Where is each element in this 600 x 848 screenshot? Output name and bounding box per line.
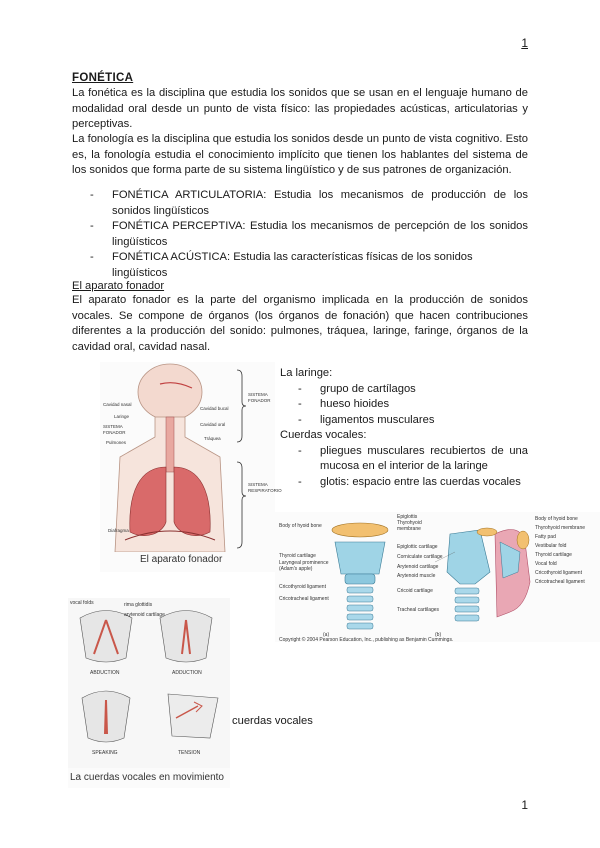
label-cricotracheal-ligament-right: Cricotracheal ligament	[535, 579, 585, 585]
list-item	[90, 188, 528, 219]
section-title-fonetica: FONÉTICA	[72, 72, 134, 84]
figure-footer: Copyright © 2004 Pearson Education, Inc., publishing as Benjamin Cummings.	[279, 637, 454, 643]
label-sistema-respiratorio: SISTEMA RESPIRATORIO	[248, 482, 282, 493]
label-epiglottis: Epiglottis	[397, 514, 418, 520]
label-epiglottic-cartilage: Epiglottic cartilage	[397, 544, 438, 550]
label-tracheal-cartilages: Tracheal cartilages	[397, 607, 440, 613]
page-number-top: 1	[521, 36, 528, 50]
label-panel-a: (a)	[323, 632, 330, 638]
label-fatty-pad: Fatty pad	[535, 534, 556, 540]
bullet-dash: -	[90, 189, 94, 201]
label-thyrohyoid-membrane: Thyrohyoid membrane	[397, 520, 422, 532]
panel-adduction: ADDUCTION	[172, 670, 202, 676]
aparato-fonador-illustration	[100, 362, 282, 552]
label-vocal-fold: Vocal fold	[535, 561, 557, 567]
paragraph-aparato: El aparato fonador es la parte del organismo implicada en la producción de sonidos vocales. Se compone de órganos (los órganos de fonación) que hacen contribuciones diferentes a la producción del sonido: pulmones, tráquea, laringe, faringe, órganos de la cavidad oral, cavidad nasal.	[72, 294, 528, 353]
paragraph-fonetica: La fonética es la disciplina que estudia los sonidos que se usan en el lenguaje humano de modalidad oral desde un punto de vista físico: las propiedades acústicas, articulatorias y perceptivas.	[72, 87, 528, 130]
bullet-dash: -	[90, 220, 94, 232]
bullet-dash: -	[298, 475, 302, 488]
list-item	[280, 413, 528, 429]
label-cuerdas-vocales: cuerdas vocales	[232, 715, 313, 727]
label-body-hyoid: Body of hyoid bone	[279, 523, 322, 529]
list-item	[280, 475, 528, 491]
bullet-dash: -	[298, 413, 302, 426]
vocal-folds-illustration	[68, 598, 230, 768]
label-cricothyroid-ligament-right: Cricothyroid ligament	[535, 570, 582, 576]
bullet-dash: -	[298, 398, 302, 410]
label-sistema-fonador-right: SISTEMA FONADOR	[248, 392, 271, 403]
label-cavidad-bucal: Cavidad bucal	[200, 406, 229, 411]
label-cricotracheal-ligament: Cricotracheal ligament	[279, 596, 329, 602]
label-cricoid-cartilage: Cricoid cartilage	[397, 588, 433, 594]
figure-cuerdas-vocales	[68, 598, 230, 788]
section-title-aparato: El aparato fonador	[72, 280, 165, 292]
list-item-text: hueso hioides	[320, 398, 390, 410]
panel-abduction: ABDUCTION	[90, 670, 120, 676]
branches-list	[90, 188, 528, 281]
label-laringe: Laringe	[114, 414, 130, 419]
label-arytenoid-cartilage: Arytenoid cartilage	[397, 564, 439, 570]
label-cavidad-nasal: Cavidad nasal	[103, 402, 132, 407]
label-cricothyroid-ligament: Cricothyroid ligament	[279, 584, 326, 590]
figure-aparato-fonador	[100, 362, 282, 572]
bullet-dash: -	[298, 444, 302, 457]
label-vestibular-fold: Vestibular fold	[535, 543, 567, 549]
label-cavidad-oral: Cavidad oral	[200, 422, 226, 427]
list-item-text: FONÉTICA ARTICULATORIA: Estudia los mecanismos de producción de los sonidos lingüísticos	[112, 189, 528, 217]
label-laryngeal-prominence: Laryngeal prominence (Adam's apple)	[279, 560, 329, 572]
list-item-text: glotis: espacio entre las cuerdas vocales	[320, 475, 521, 488]
label-diafragma: Diafragma	[108, 528, 129, 533]
label-thyrohyoid-membrane-right: Thyrohyoid membrane	[535, 525, 586, 531]
label-sistema-fonador: SISTEMA FONADOR	[103, 424, 126, 435]
cuerdas-title: Cuerdas vocales:	[280, 429, 367, 441]
list-item-text: FONÉTICA PERCEPTIVA: Estudia los mecanismos de percepción de los sonidos lingüísticos	[112, 220, 528, 248]
label-arytenoid: arytenoid cartilage	[124, 612, 165, 618]
label-pulmones: Pulmones	[106, 440, 127, 445]
label-traquea: Tráquea	[204, 436, 221, 441]
list-item	[90, 250, 528, 281]
label-thyroid-cartilage: Thyroid cartilage	[279, 553, 316, 559]
figure-larynx-anatomy	[275, 512, 600, 642]
label-vocal-folds: vocal folds	[70, 600, 94, 606]
list-item-text: grupo de cartílagos	[320, 382, 416, 395]
list-item-text: pliegues musculares recubiertos de una mucosa en el interior de la laringe	[320, 444, 528, 472]
list-item	[280, 382, 528, 398]
list-item-text: FONÉTICA ACÚSTICA: Estudia las características físicas de los sonidos lingüísticos	[112, 251, 473, 279]
page-number-bottom: 1	[521, 798, 528, 812]
laringe-block	[280, 366, 528, 490]
bullet-dash: -	[298, 382, 302, 395]
label-rima-glottidis: rima glottidis	[124, 602, 153, 608]
laringe-title: La laringe:	[280, 367, 333, 379]
label-panel-b: (b)	[435, 632, 442, 638]
list-item	[280, 397, 528, 413]
label-thyroid-cartilage-right: Thyroid cartilage	[535, 552, 572, 558]
list-item	[280, 444, 528, 475]
label-body-hyoid-right: Body of hyoid bone	[535, 516, 578, 522]
larynx-illustration	[275, 512, 600, 642]
figure-caption: El aparato fonador	[140, 554, 223, 565]
panel-tension: TENSION	[178, 750, 201, 756]
bullet-dash: -	[90, 251, 94, 263]
paragraph-fonologia: La fonología es la disciplina que estudia los sonidos desde un punto de vista cognitivo. Esto es, la fonología estudia el conocimiento implícito que tienen los hablantes del sistema de los sonidos que forma parte de su sistema lingüístico y de sus patrones de organización.	[72, 133, 528, 176]
label-corniculate-cartilage: Corniculate cartilage	[397, 554, 443, 560]
panel-speaking: SPEAKING	[92, 750, 118, 756]
figure-caption: La cuerdas vocales en movimiento	[70, 772, 224, 783]
list-item	[90, 219, 528, 250]
label-arytenoid-muscle: Arytenoid muscle	[397, 573, 436, 579]
list-item-text: ligamentos musculares	[320, 413, 435, 426]
